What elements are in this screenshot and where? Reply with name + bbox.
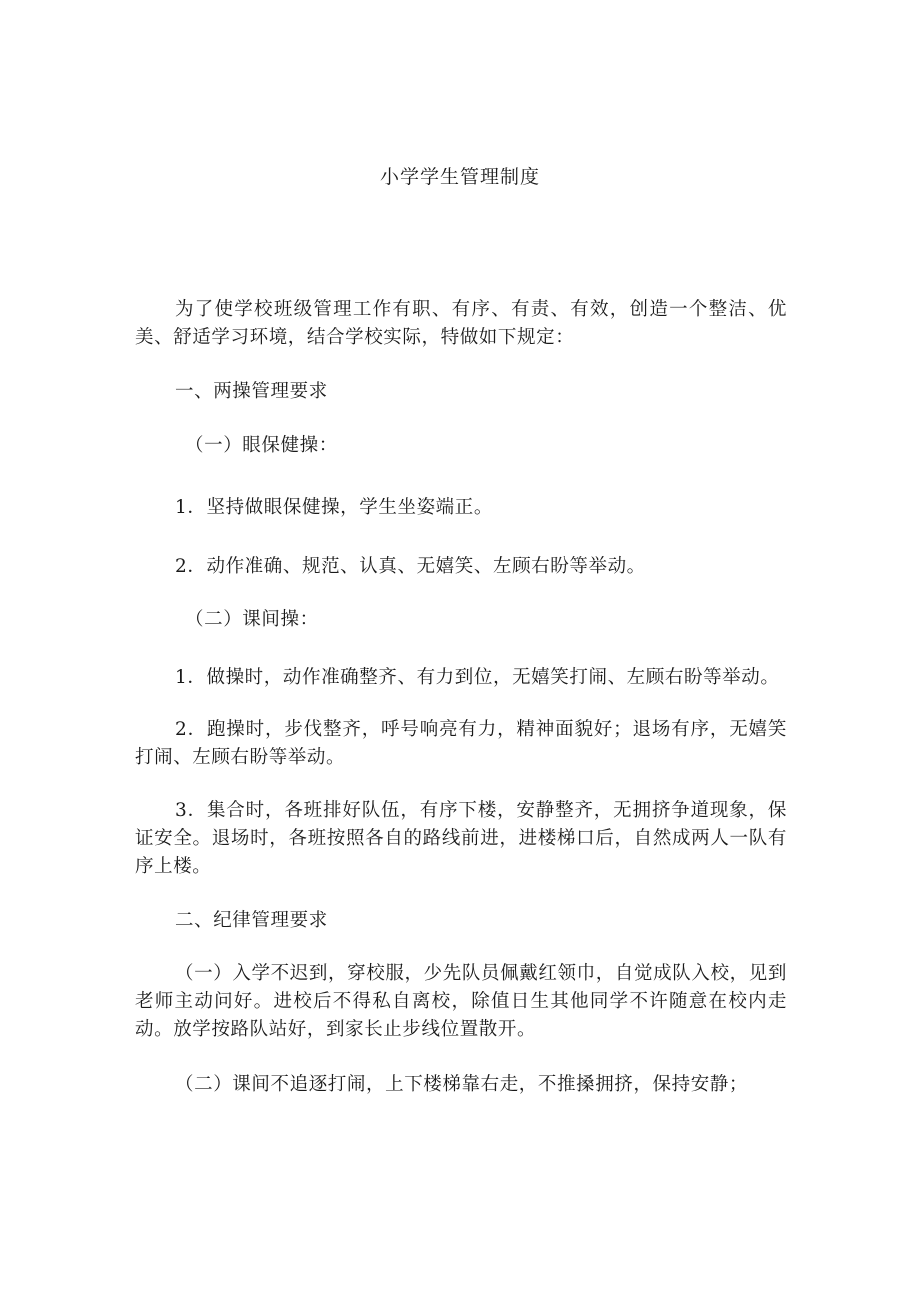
list-item: 3．集合时，各班排好队伍，有序下楼，安静整齐，无拥挤争道现象，保证安全。退场时，各班按照各自的路线前进，进楼梯口后，自然成两人一队有序上楼。 — [135, 800, 787, 877]
paragraph: （一）入学不迟到，穿校服，少先队员佩戴红领巾，自觉成队入校，见到老师主动问好。进校后不得私自离校，除值日生其他同学不许随意在校内走动。放学按路队站好，到家长止步线位置散开。 — [135, 963, 787, 1040]
list-item: 2．动作准确、规范、认真、无嬉笑、左顾右盼等举动。 — [175, 556, 646, 577]
list-item: 2．跑操时，步伐整齐，呼号响亮有力，精神面貌好；退场有序，无嬉笑打闹、左顾右盼等举动。 — [135, 719, 787, 768]
section-heading-2: 二、纪律管理要求 — [175, 910, 328, 931]
subsection-heading-1-2: （二）课间操： — [185, 609, 319, 630]
list-item: 1．坚持做眼保健操，学生坐姿端正。 — [175, 497, 493, 518]
paragraph: （二）课间不追逐打闹，上下楼梯靠右走，不推搡拥挤，保持安静； — [175, 1074, 749, 1095]
section-heading-1: 一、两操管理要求 — [175, 381, 328, 402]
subsection-heading-1-1: （一）眼保健操： — [185, 435, 338, 456]
list-item: 1．做操时，动作准确整齐、有力到位，无嬉笑打闹、左顾右盼等举动。 — [175, 667, 780, 688]
document-title: 小学学生管理制度 — [379, 166, 540, 188]
intro-paragraph: 为了使学校班级管理工作有职、有序、有责、有效，创造一个整洁、优美、舒适学习环境，结合学校实际，特做如下规定： — [135, 299, 787, 348]
